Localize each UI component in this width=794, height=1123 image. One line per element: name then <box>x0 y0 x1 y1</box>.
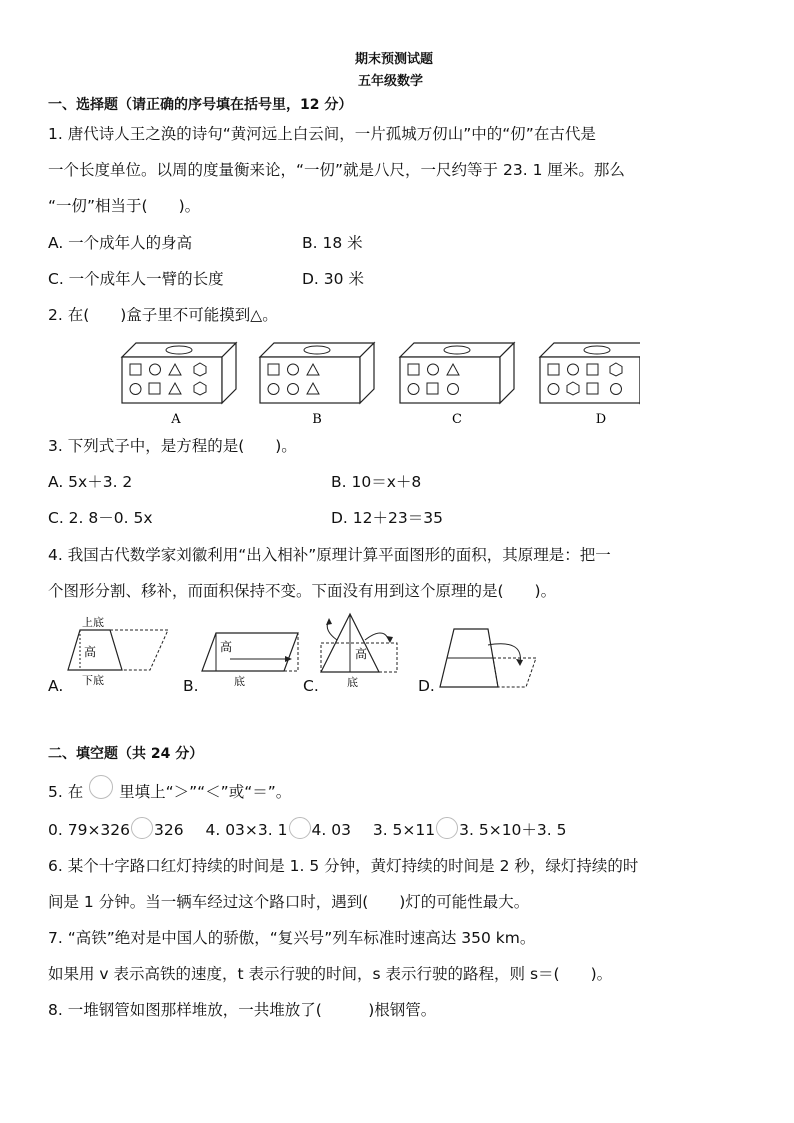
q2-boxes-figure <box>120 335 640 430</box>
q8-stem: 8. 一堆钢管如图那样堆放，一共堆放了( )根钢管。 <box>48 1001 437 1019</box>
q5-item3-circle[interactable] <box>436 817 458 839</box>
q5-item1-left: 0. 79×326 <box>48 821 131 839</box>
fig-c-base-label: 底 <box>347 676 358 689</box>
q3-option-a: A. 5x＋3. 2 <box>48 473 133 491</box>
q3-option-d: D. 12＋23＝35 <box>331 509 443 527</box>
q1-line2: 一个长度单位。以周的度量衡来论，“一仞”就是八尺，一尺约等于 23. 1 厘米。那么 <box>48 161 625 179</box>
q4-line2: 个图形分割、移补，而面积保持不变。下面没有用到这个原理的是( )。 <box>48 582 557 600</box>
q4-line1: 4. 我国古代数学家刘徽利用“出入相补”原理计算平面图形的面积，其原理是：把一 <box>48 546 611 564</box>
q3-stem: 3. 下列式子中，是方程的是( )。 <box>48 437 297 455</box>
q4-label-b: B. <box>183 677 199 695</box>
q5-stem-post: 里填上“＞”“＜”或“＝”。 <box>119 783 292 801</box>
section-1-heading: 一、选择题（请正确的序号填在括号里，12 分） <box>48 97 353 113</box>
q1-option-a: A. 一个成年人的身高 <box>48 234 193 252</box>
q7-line2: 如果用 v 表示高铁的速度，t 表示行驶的时间，s 表示行驶的路程，则 s＝( )。 <box>48 965 613 983</box>
q1-option-b: B. 18 米 <box>302 234 363 252</box>
q7-line1: 7. “高铁”绝对是中国人的骄傲，“复兴号”列车标准时速高达 350 km。 <box>48 929 536 947</box>
q5-item2-left: 4. 03×3. 1 <box>205 821 288 839</box>
q3-option-c: C. 2. 8－0. 5x <box>48 509 153 527</box>
q4-figure-a <box>66 612 181 692</box>
answer-circle[interactable] <box>89 775 113 799</box>
box-label-b: B <box>312 412 322 427</box>
q4-label-c: C. <box>303 677 319 695</box>
q4-label-a: A. <box>48 677 64 695</box>
q4-figure-c <box>317 610 417 690</box>
q6-line2: 间是 1 分钟。当一辆车经过这个路口时，遇到( )灯的可能性最大。 <box>48 893 530 911</box>
q5-stem <box>48 775 291 802</box>
fig-b-base-label: 底 <box>234 675 245 688</box>
box-c <box>400 343 514 403</box>
q1-option-c: C. 一个成年人一臂的长度 <box>48 270 224 288</box>
q4-figure-d <box>438 625 543 693</box>
q3-option-b: B. 10＝x＋8 <box>331 473 422 491</box>
box-b <box>260 343 374 403</box>
q5-item1-right: 326 <box>154 821 184 839</box>
fig-a-top-base-label: 上底 <box>82 616 104 629</box>
q5-item2-right: 4. 03 <box>311 821 351 839</box>
fig-a-height-label: 高 <box>84 645 97 659</box>
q5-stem-pre: 5. 在 <box>48 783 84 801</box>
box-label-c: C <box>452 412 462 427</box>
page-title: 期末预测试题 <box>355 52 434 67</box>
box-label-d: D <box>595 412 607 427</box>
box-a <box>122 343 236 403</box>
fig-c-height-label: 高 <box>355 647 368 661</box>
q5-item1-circle[interactable] <box>131 817 153 839</box>
q5-item3-left: 3. 5×11 <box>372 821 436 839</box>
q1-line1: 1. 唐代诗人王之涣的诗句“黄河远上白云间，一片孤城万仞山”中的“仞”在古代是 <box>48 125 596 143</box>
page-subtitle: 五年级数学 <box>358 74 424 89</box>
q4-figure-b <box>200 625 305 690</box>
fig-b-height-label: 高 <box>220 640 233 654</box>
q4-label-d: D. <box>418 677 435 695</box>
q5-item2-circle[interactable] <box>289 817 311 839</box>
box-d <box>540 343 640 403</box>
box-label-a: A <box>171 412 181 427</box>
q6-line1: 6. 某个十字路口红灯持续的时间是 1. 5 分钟，黄灯持续的时间是 2 秒，绿灯持续的时 <box>48 857 639 875</box>
q2-stem: 2. 在( )盒子里不可能摸到△。 <box>48 306 278 324</box>
q1-line3: “一仞”相当于( )。 <box>48 197 201 215</box>
q1-option-d: D. 30 米 <box>302 270 364 288</box>
q5-items <box>48 817 567 840</box>
section-2-heading: 二、填空题（共 24 分） <box>48 746 204 762</box>
q5-item3-right: 3. 5×10＋3. 5 <box>459 821 567 839</box>
fig-a-bottom-base-label: 下底 <box>82 674 104 687</box>
